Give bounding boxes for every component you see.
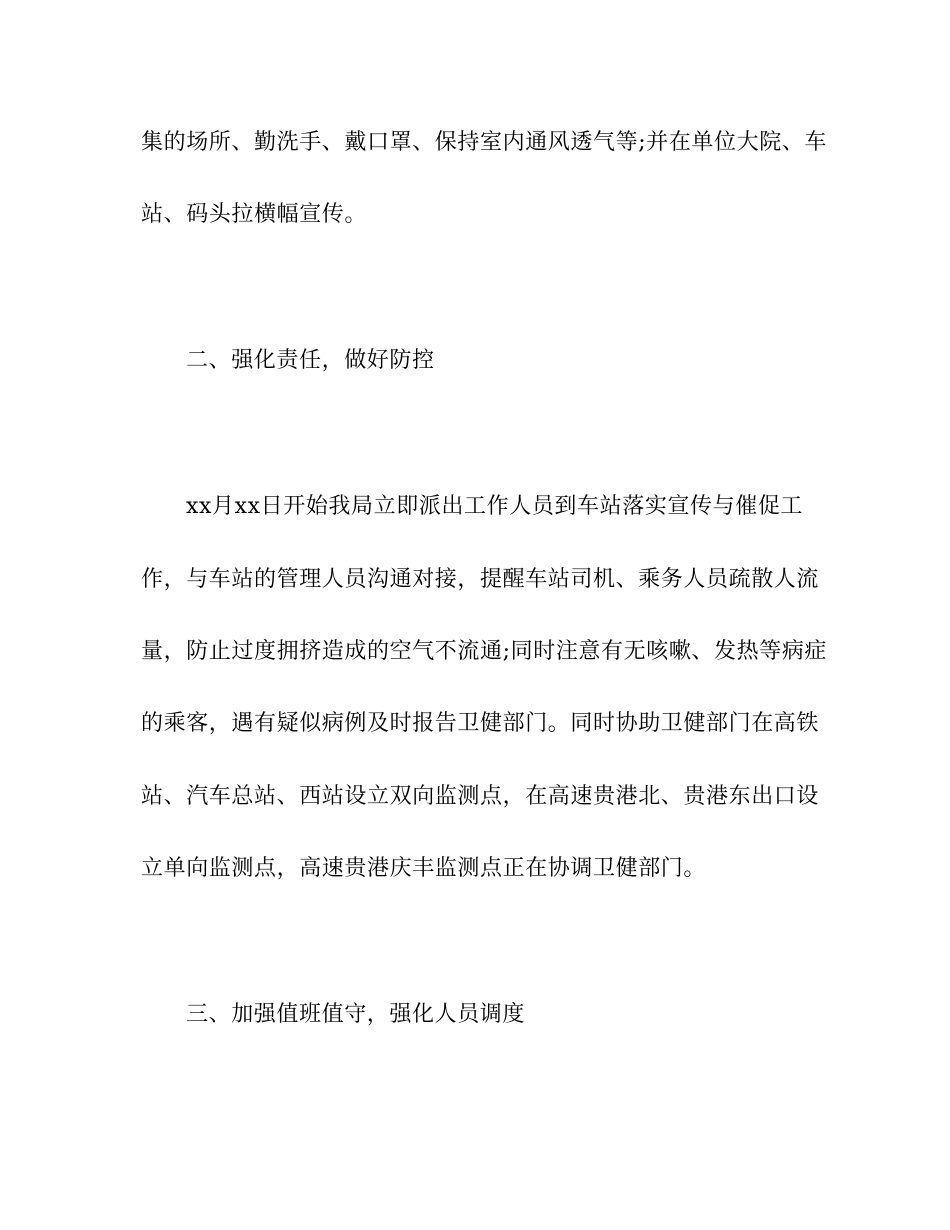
section-heading-2: 二、强化责任，做好防控 <box>186 348 435 373</box>
paragraph-line: 量，防止过度拥挤造成的空气不流通;同时注意有无咳嗽、发热等病症 <box>141 639 828 664</box>
paragraph-line: 作，与车站的管理人员沟通对接，提醒车站司机、乘务人员疏散人流 <box>141 567 820 592</box>
section-heading-3: 三、加强值班值守，强化人员调度 <box>186 1002 526 1027</box>
paragraph-line: 站、码头拉横幅宣传。 <box>141 202 368 227</box>
paragraph-line: xx月xx日开始我局立即派出工作人员到车站落实宣传与催促工 <box>186 494 804 519</box>
paragraph-line: 立单向监测点，高速贵港庆丰监测点正在协调卫健部门。 <box>141 856 707 881</box>
paragraph-line: 的乘客，遇有疑似病例及时报告卫健部门。同时协助卫健部门在高铁 <box>141 711 820 736</box>
paragraph-line: 站、汽车总站、西站设立双向监测点，在高速贵港北、贵港东出口设 <box>141 784 820 809</box>
paragraph-line: 集的场所、勤洗手、戴口罩、保持室内通风透气等;并在单位大院、车 <box>141 130 828 155</box>
